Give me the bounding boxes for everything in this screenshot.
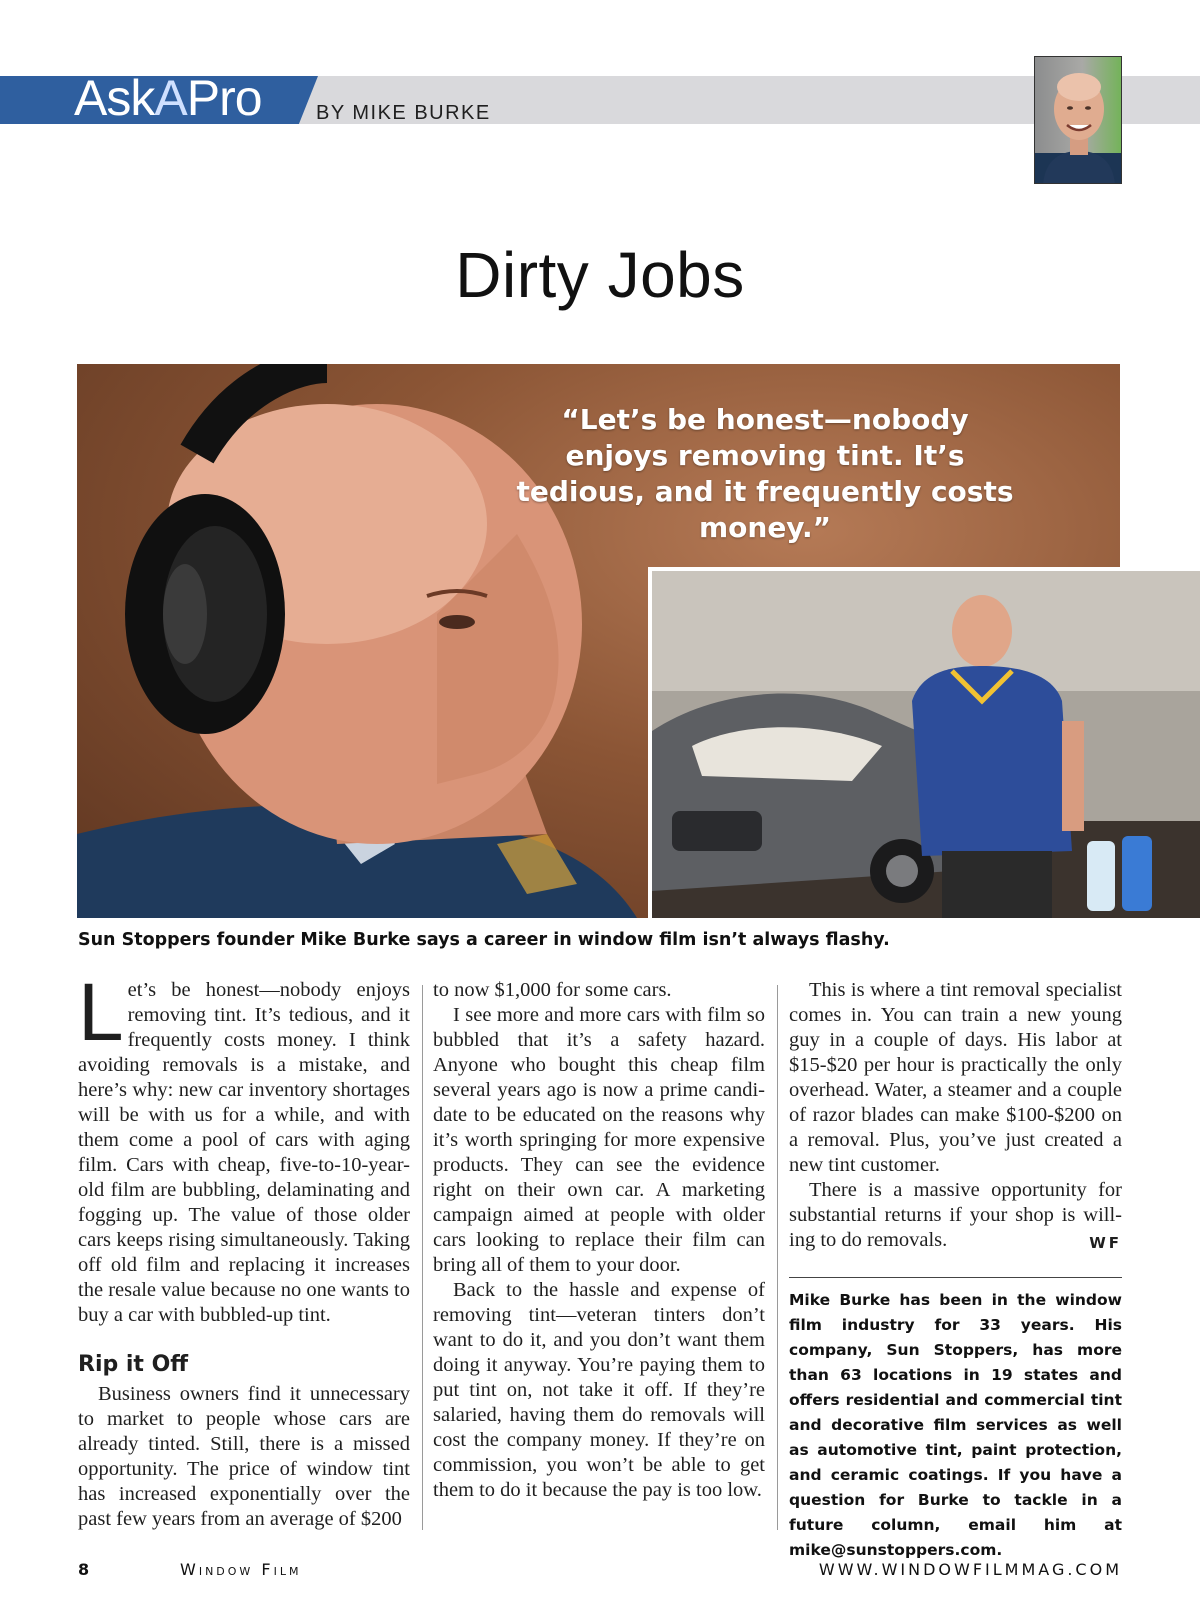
end-mark: WF [1089,1234,1122,1252]
magazine-name: Window Film [180,1560,302,1579]
pull-quote: “Let’s be honest—nobody enjoys removing tint. It’s tedious, and it frequently costs money.” [516,403,1014,544]
author-headshot [1034,56,1122,184]
article-column-2 [433,978,765,1503]
photo-caption: Sun Stoppers founder Mike Burke says a career in window film isn’t always flashy. [78,930,890,950]
paragraph: to now $1,000 for some cars. [433,979,672,1001]
bio-divider [789,1277,1122,1278]
drop-cap: L [78,967,124,1058]
subhead-rip-it-off: Rip it Off [78,1352,189,1377]
magazine-url: WWW.WINDOWFILMMAG.COM [818,1560,1122,1579]
paragraph: Business owners find it unnecessary to market to people whose cars are already tinted. Still, there is a missed opportunity. The price of window tint has increased exponentially over the past few years from an average of $200 [78,1383,410,1530]
paragraph: This is where a tint removal specialist comes in. You can train a new young guy in a couple of days. His labor at $15-$20 per hour is practically the only overhead. Water, a steamer and a couple of razor blades can make $100-$200 on a removal. Plus, you’ve just created a new tint customer. [789,979,1122,1176]
column-divider [422,985,423,1530]
article-title: Dirty Jobs [455,239,745,311]
paragraph-closing-text: There is a massive opportunity for substantial returns if your shop is willing to do removals. [789,1179,1122,1251]
ask-a-pro-logo [74,70,262,126]
paragraph-intro [78,967,410,1328]
article-column-1 [78,967,410,1532]
column-divider [777,985,778,1530]
logo-pro: Pro [186,70,262,126]
paragraph-closing [789,1178,1122,1253]
author-portrait-image [1035,57,1122,184]
paragraph-intro-text: et’s be honest—nobody enjoys removing tint. It’s tedious, and it frequently costs money. I think avoiding removals is a mistake, and here’s why: new car inventory shortages will be with us for a while, and with them come a pool of cars with aging film. Cars with cheap, five-to-10-year-old film are bubbling, delaminating and fogging up. The value of those older cars keeps rising simultaneously. Taking off old film and replacing it increases the resale value because no one wants to buy a car with bubbled-up tint. [78,979,410,1326]
logo-a: A [154,70,187,126]
paragraph: Back to the hassle and expense of removing tint—veteran tinters don’t want to do it, and you don’t want them doing it anyway. You’re paying them to put tint on, not take it off. If they’re salaried, having them do removals will cost the company money. If they’re on commission, you won’t be able to get them to do it because the pay is too low. [433,1279,765,1501]
inset-photo [648,567,1200,918]
author-bio: Mike Burke has been in the window film industry for 33 years. His company, Sun Stoppers, has more than 63 locations in 19 states and offers residential and commercial tint and decorative film services as well as automotive tint, paint protection, and ceramic coatings. If you have a question for Burke to tackle in a future column, email him at mike@sunstoppers.com. [789,1291,1122,1559]
page-number: 8 [78,1560,93,1579]
byline: BY MIKE BURKE [316,102,491,124]
inset-photo-illustration [652,571,1200,918]
paragraph: I see more and more cars with film so bubbled that it’s a safety hazard. Anyone who bought this cheap film several years ago is now a prime candidate to be educated on the reasons why it’s worth springing for more expensive products. They can see the evidence right on their own car. A marketing campaign aimed at people with older cars looking to replace their film can bring all of them to your door. [433,1004,765,1276]
logo-ask: Ask [74,70,155,126]
article-column-3 [789,978,1122,1563]
